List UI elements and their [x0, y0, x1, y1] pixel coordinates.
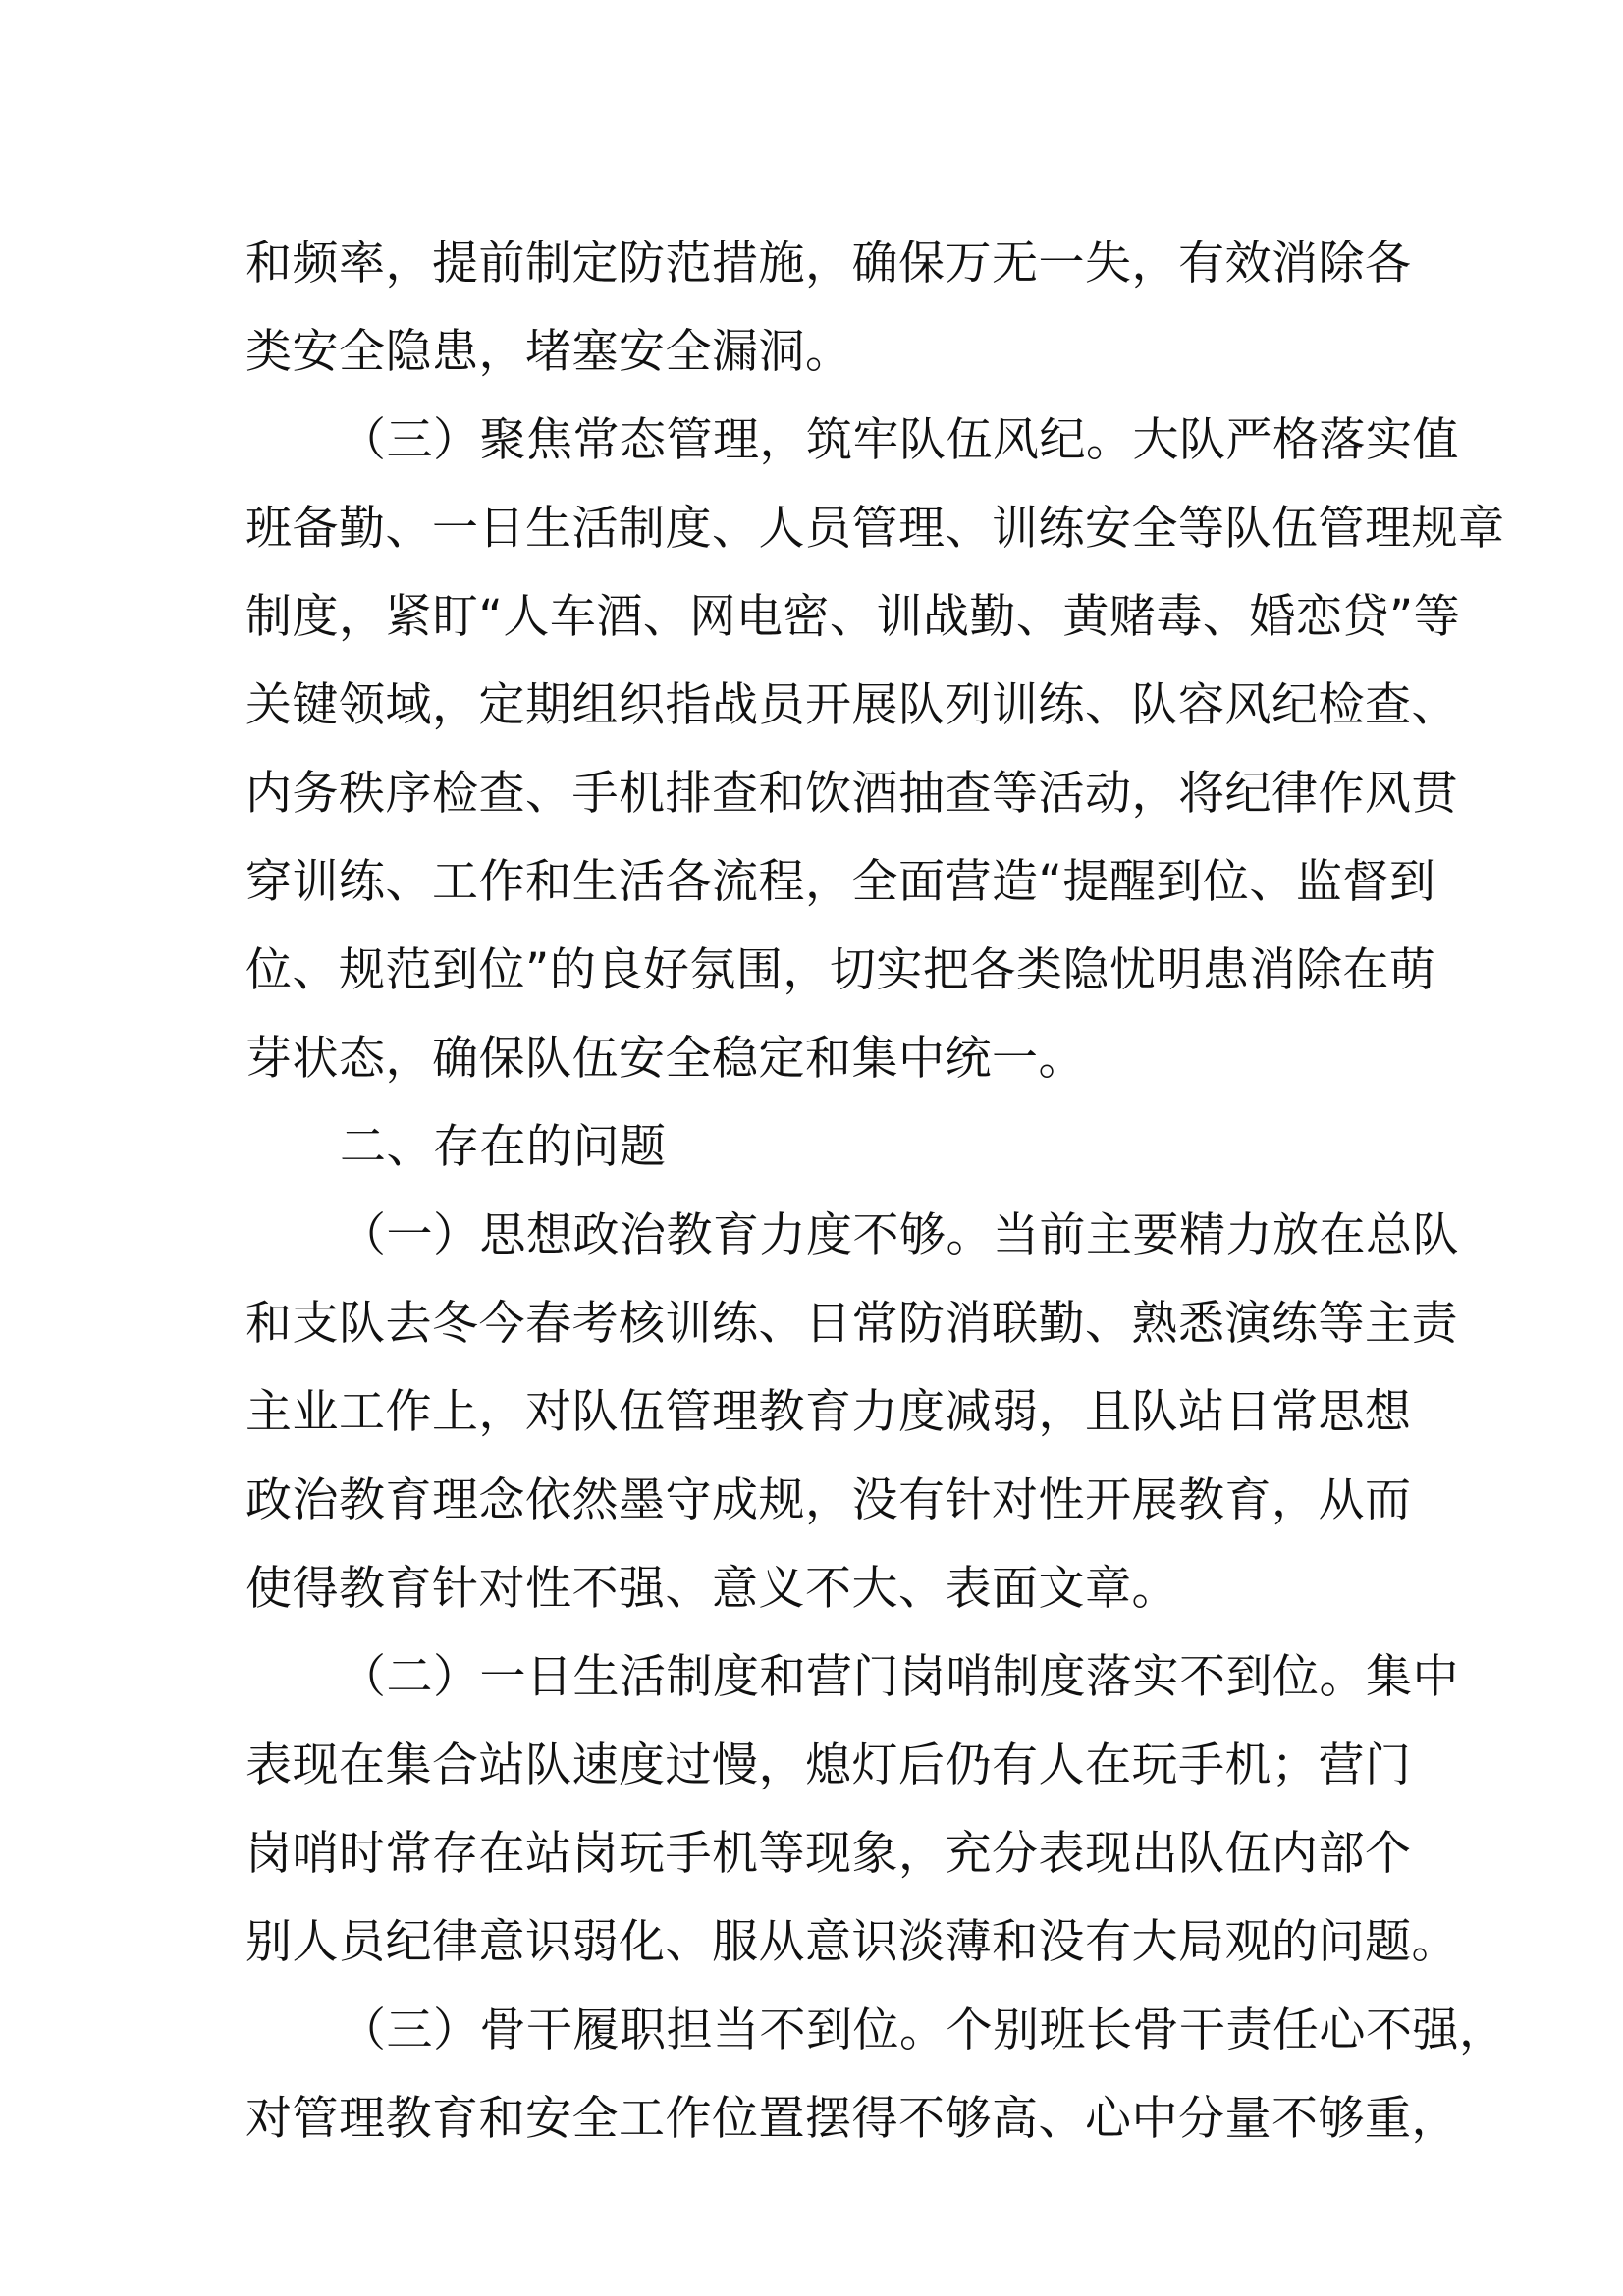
body-text: [245, 220, 1506, 2163]
text-line: 穿训练、工作和生活各流程，全面营造“提醒到位、监督到: [245, 855, 1436, 909]
text-line: 关键领域，定期组织指战员开展队列训练、队容风纪检查、: [245, 678, 1458, 732]
text-line: 岗哨时常存在站岗玩手机等现象，充分表现出队伍内部个: [245, 1827, 1412, 1881]
text-line: 政治教育理念依然墨守成规，没有针对性开展教育，从而: [245, 1473, 1412, 1527]
text-line: 班备勤、一日生活制度、人员管理、训练安全等队伍管理规章: [245, 502, 1505, 556]
text-line: 和支队去冬今春考核训练、日常防消联勤、熟悉演练等主责: [245, 1297, 1458, 1351]
text-line: 类安全隐患，堵塞安全漏洞。: [245, 325, 852, 379]
text-line: 对管理教育和安全工作位置摆得不够高、心中分量不够重，: [245, 2092, 1458, 2146]
text-line: 位、规范到位”的良好氛围，切实把各类隐忧明患消除在萌: [245, 943, 1436, 997]
section-heading-line: （三）骨干履职担当不到位。个别班长骨干责任心不强，: [340, 2003, 1506, 2057]
text-line: 别人员纪律意识弱化、服从意识淡薄和没有大局观的问题。: [245, 1915, 1458, 1969]
text-line: 表现在集合站队速度过慢，熄灯后仍有人在玩手机；营门: [245, 1738, 1412, 1792]
section-heading-line: （一）思想政治教育力度不够。当前主要精力放在总队: [340, 1208, 1459, 1262]
section-heading-line: （三）聚焦常态管理，筑牢队伍风纪。大队严格落实值: [340, 413, 1459, 467]
section-heading-line: （二）一日生活制度和营门岗哨制度落实不到位。集中: [340, 1650, 1459, 1704]
text-line: 使得教育针对性不强、意义不大、表面文章。: [245, 1562, 1178, 1616]
text-line: 内务秩序检查、手机排查和饮酒抽查等活动，将纪律作风贯: [245, 767, 1458, 821]
text-line: 和频率，提前制定防范措施，确保万无一失，有效消除各: [245, 237, 1412, 291]
text-line: 主业工作上，对队伍管理教育力度减弱，且队站日常思想: [245, 1385, 1412, 1439]
text-line: 芽状态，确保队伍安全稳定和集中统一。: [245, 1032, 1085, 1086]
chapter-heading-line: 二、存在的问题: [340, 1120, 667, 1174]
text-line: 制度，紧盯“人车酒、网电密、训战勤、黄赌毒、婚恋贷”等: [245, 590, 1461, 644]
